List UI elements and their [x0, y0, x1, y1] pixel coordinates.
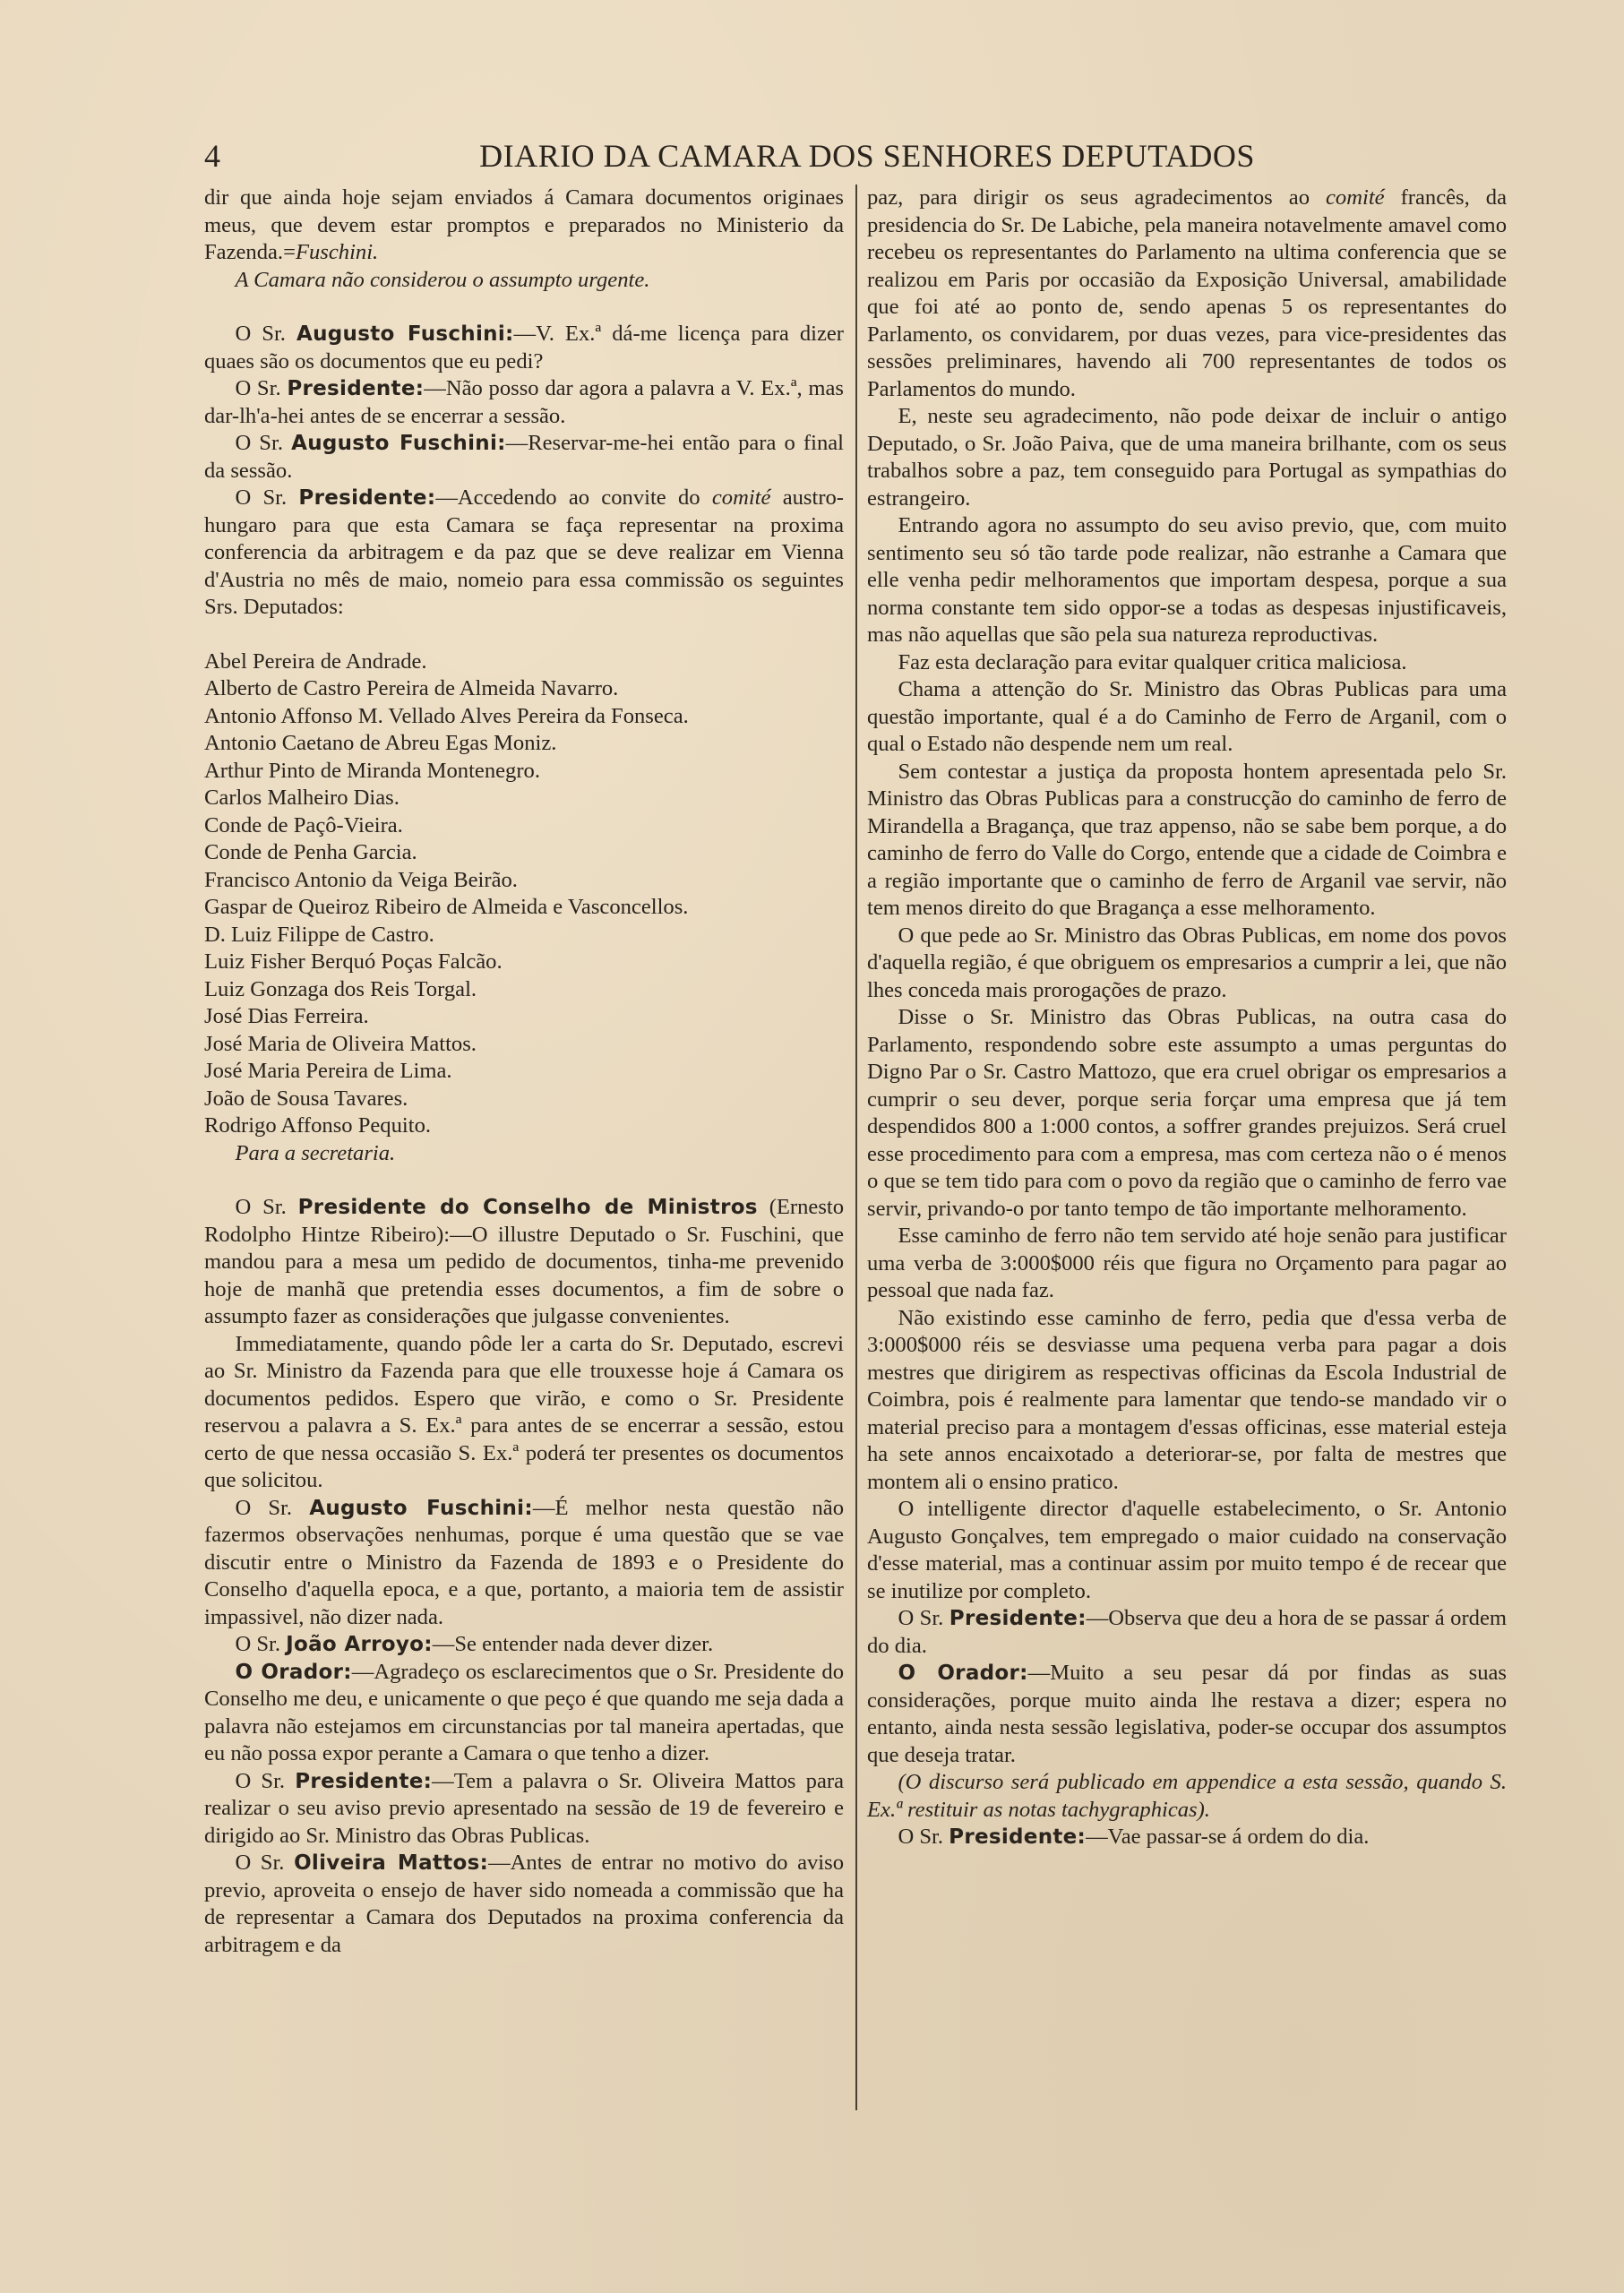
- speaker-prefix: O Sr.: [235, 485, 299, 510]
- secretaria-note: Para a secretaria.: [235, 1140, 396, 1165]
- speaker-prefix: O Sr.: [235, 1495, 310, 1520]
- list-item: Gaspar de Queiroz Ribeiro de Almeida e Vasconcellos.: [204, 895, 689, 919]
- speaker-prefix: O Sr.: [235, 1768, 296, 1793]
- speech-paragraph: [867, 1660, 1507, 1769]
- paragraph: [204, 185, 844, 267]
- speaker-name: João Arroyo:: [286, 1633, 433, 1656]
- list-item: D. Luiz Filippe de Castro.: [204, 922, 434, 947]
- paragraph: Chama a attenção do Sr. Ministro das Obras Publicas para uma questão importante, qual é a do Caminho de Ferro de Arganil, com o qual o Estado não despende nem um real.: [867, 677, 1507, 756]
- speech-text: (Ernesto Rodolpho Hintze Ribeiro):—O illustre Deputado o Sr. Fuschini, que mandou para a mesa um pedido de documentos, tinha-me prevenido hoje de manhã que pretendia esses documentos, a fim de sobre o assumpto fazer as considerações que julgasse convenientes.: [204, 1195, 845, 1328]
- list-item: Alberto de Castro Pereira de Almeida Navarro.: [204, 676, 619, 700]
- paragraph: Não existindo esse caminho de ferro, pedia que d'essa verba de 3:000$000 réis se desviasse uma pequena verba para pagar a dois mestres que dirigirem as respectivas officinas da Escola Industrial de Coimbra, pois é realmente para lamentar que tendo-se mandado vir o material preciso para a montagem d'essas officinas, esse material esteja ha sete annos encaixotado a deteriorar-se, por falta de mestres que montem ali o ensino pratico.: [867, 1305, 1507, 1494]
- column-divider: [855, 185, 857, 2110]
- paragraph: Entrando agora no assumpto do seu aviso previo, que, com muito sentimento seu só tão tarde pode realizar, não estranhe a Camara que elle venha pedir melhoramentos que importam despesa, porque a sua norma constante tem sido oppor-se a todas as despesas injustificaveis, mas não aquellas que são pela sua natureza reproductivas.: [867, 513, 1507, 647]
- speaker-name: Oliveira Mattos:: [294, 1851, 489, 1875]
- speaker-name: Presidente:: [287, 377, 425, 400]
- paragraph: Sem contestar a justiça da proposta hontem apresentada pelo Sr. Ministro das Obras Publicas para a construcção do caminho de ferro de Mirandella a Bragança, que traz appenso, não se sabe bem porque, a do caminho de ferro do Valle do Corgo, entende que a cidade de Coimbra e a região importante que o caminho de ferro de Arganil vae servir, não tem menos direito do que Bragança a esse melhoramento.: [867, 759, 1507, 920]
- paragraph: Esse caminho de ferro não tem servido até hoje senão para justificar uma verba de 3:000$000 réis que figura no Orçamento para pagar ao pessoal que nada faz.: [867, 1224, 1507, 1302]
- list-item: José Maria Pereira de Lima.: [204, 1059, 452, 1083]
- list-item: Arthur Pinto de Miranda Montenegro.: [204, 758, 540, 783]
- spacer: [204, 294, 844, 321]
- italic-term: comité: [1326, 185, 1385, 210]
- speech-paragraph: [204, 1850, 844, 1959]
- list-item: Francisco Antonio da Veiga Beirão.: [204, 867, 518, 892]
- list-item: Rodrigo Affonso Pequito.: [204, 1113, 432, 1138]
- speech-paragraph: [204, 1495, 844, 1632]
- running-title: DIARIO DA CAMARA DOS SENHORES DEPUTADOS: [479, 138, 1255, 174]
- speaker-prefix: O Sr.: [235, 1851, 295, 1875]
- list-item: João de Sousa Tavares.: [204, 1086, 408, 1111]
- page-header: [204, 134, 1530, 185]
- speech-paragraph: [867, 1824, 1507, 1851]
- speech-paragraph: [204, 321, 844, 375]
- speaker-name: Augusto Fuschini:: [291, 432, 506, 455]
- list-item: Conde de Penha Garcia.: [204, 840, 417, 864]
- spacer: [204, 1167, 844, 1194]
- speech-text: —Accedendo ao convite do: [435, 485, 712, 510]
- speech-paragraph: [204, 430, 844, 485]
- speech-text: austro-hungaro para que esta Camara se faça representar na proxima conferencia da arbitragem e da paz que se deve realizar em Vienna d'Austria no mês de maio, nomeio para essa commissão os seguintes Srs. Deputados:: [204, 485, 844, 619]
- paragraph: E, neste seu agradecimento, não pode deixar de incluir o antigo Deputado, o Sr. João Paiva, que de uma maneira brilhante, com os seus trabalhos sobre a paz, tem conseguido para Portugal as sympathias do estrangeiro.: [867, 404, 1507, 511]
- speech-text: —Não posso dar agora a palavra a V. Ex.ª, mas dar-lh'a-hei antes de se encerrar a sessão.: [204, 376, 845, 428]
- speaker-name: Augusto Fuschini:: [296, 322, 514, 346]
- speaker-name: O Orador:: [235, 1660, 352, 1684]
- speech-text: —Antes de entrar no motivo do aviso previo, aproveita o ensejo de haver sido nomeada a commissão que ha de representar a Camara dos Deputados na proxima conferencia da arbitragem e da: [204, 1851, 844, 1957]
- deputies-list: [204, 648, 844, 1140]
- speech-paragraph: [867, 1605, 1507, 1660]
- speech-paragraph: [204, 1768, 844, 1851]
- left-column: [204, 185, 844, 2245]
- speaker-name: Presidente:: [949, 1607, 1087, 1630]
- speaker-name: Presidente:: [949, 1825, 1087, 1849]
- italic-term: comité: [711, 485, 771, 510]
- speech-paragraph: [204, 1194, 844, 1331]
- speech-paragraph: [204, 1659, 844, 1768]
- speaker-name: Presidente:: [295, 1769, 433, 1793]
- speech-text: —Se entender nada dever dizer.: [432, 1632, 714, 1656]
- list-item: Carlos Malheiro Dias.: [204, 786, 400, 810]
- speech-text: —Observa que deu a hora de se passar á ordem do dia.: [867, 1606, 1507, 1658]
- speech-paragraph: [204, 375, 844, 430]
- speaker-prefix: O Sr.: [235, 1632, 287, 1656]
- speech-text: —Tem a palavra o Sr. Oliveira Mattos para realizar o seu aviso previo apresentado na sessão de 19 de fevereiro e dirigido ao Sr. Ministro das Obras Publicas.: [204, 1768, 844, 1848]
- speaker-prefix: O Sr.: [898, 1825, 949, 1849]
- paragraph: Faz esta declaração para evitar qualquer critica maliciosa.: [898, 649, 1407, 674]
- speech-paragraph: [204, 1631, 844, 1659]
- paragraph: [867, 185, 1507, 403]
- speaker-prefix: O Sr.: [235, 322, 296, 346]
- list-item: Abel Pereira de Andrade.: [204, 648, 427, 674]
- speech-text: —É melhor nesta questão não fazermos observações nenhumas, porque é uma questão que se vae discutir entre o Ministro da Fazenda de 1893 e o Presidente do Conselho d'aquella epoca, e a que, portanto, a maioria tem de assistir impassivel, não dizer nada.: [204, 1495, 845, 1629]
- speech-paragraph: [204, 485, 844, 622]
- paragraph: Immediatamente, quando pôde ler a carta do Sr. Deputado, escrevi ao Sr. Ministro da Fazenda para que elle trouxesse hoje á Camara os documentos pedidos. Espero que virão, e como o Sr. Presidente reservou a palavra a S. Ex.ª para antes de se encerrar a sessão, estou certo de que nessa occasião S. Ex.ª poderá ter presentes os documentos que solicitou.: [204, 1331, 844, 1492]
- signature: Fuschini.: [295, 240, 379, 264]
- list-item: Antonio Caetano de Abreu Egas Moniz.: [204, 731, 557, 755]
- speaker-name: Augusto Fuschini:: [309, 1496, 533, 1520]
- speaker-prefix: O Sr.: [235, 376, 288, 400]
- list-item: Antonio Affonso M. Vellado Alves Pereira da Fonseca.: [204, 703, 689, 728]
- speech-text: —Muito a seu pesar dá por findas as suas considerações, porque muito ainda lhe restava a dizer; espera no entanto, ainda nesta sessão legislativa, poder-se occupar dos assumptos que deseja tratar.: [867, 1661, 1507, 1767]
- paragraph-text: francês, da presidencia do Sr. De Labiche, pela maneira notavelmente amavel como recebeu os representantes do Parlamento na ultima conferencia que se realizou em Paris por occasião da Exposição Universal, amabilidade que foi até ao ponto de, sendo apenas 5 os representantes do Parlamento, os convidarem, por duas vezes, para vice-presidentes das sessões preliminares, havendo ali 700 representantes de todos os Parlamentos do mundo.: [867, 185, 1507, 401]
- speaker-name: Presidente do Conselho de Ministros: [297, 1196, 758, 1219]
- speech-text: —Reservar-me-hei então para o final da sessão.: [204, 431, 844, 483]
- speech-text: —Vae passar-se á ordem do dia.: [1086, 1825, 1370, 1849]
- speaker-prefix: O Sr.: [898, 1606, 949, 1630]
- speaker-prefix: O Sr.: [235, 1195, 298, 1219]
- paragraph: O que pede ao Sr. Ministro das Obras Publicas, em nome dos povos d'aquella região, é que obriguem os empresarios a cumprir a lei, que não lhes conceda mais prorogações de prazo.: [867, 923, 1507, 1002]
- paragraph-text: paz, para dirigir os seus agradecimentos ao: [867, 185, 1327, 210]
- speaker-name: Presidente:: [298, 486, 436, 510]
- page-number: 4: [204, 138, 220, 174]
- list-item: Conde de Paçô-Vieira.: [204, 812, 403, 837]
- speaker-prefix: O Sr.: [235, 431, 292, 455]
- speaker-name: O Orador:: [898, 1662, 1028, 1685]
- list-item: Luiz Fisher Berquó Poças Falcão.: [204, 949, 503, 974]
- paragraph: Disse o Sr. Ministro das Obras Publicas, na outra casa do Parlamento, respondendo sobre este assumpto a umas perguntas do Digno Par o Sr. Castro Mattozo, que era cruel obrigar os empresarios a cumprir o seu dever, porque seria forçar uma empresa que já tem despendidos 800 a 1:000 contos, a soffrer grandes prejuizos. Será cruel esse procedimento para com a empresa, mas com certeza não o é menos o que se tem tido para com o povo da região que o caminho de ferro vae servir, privando-o por tanto tempo de tão importante melhoramento.: [867, 1005, 1507, 1221]
- spacer: [204, 622, 844, 648]
- right-column: [867, 185, 1507, 2245]
- paragraph-text: dir que ainda hoje sejam enviados á Camara documentos originaes meus, que devem estar promptos e preparados no Ministerio da Fazenda.=: [204, 185, 844, 264]
- speech-text: —V. Ex.ª dá-me licença para dizer quaes são os documentos que eu pedi?: [204, 322, 844, 374]
- paragraph: O intelligente director d'aquelle estabelecimento, o Sr. Antonio Augusto Gonçalves, tem empregado o maior cuidado na conservação d'esse material, mas a continuar assim por muito tempo é de recear que se inutilize por completo.: [867, 1497, 1507, 1603]
- speech-text: —Agradeço os esclarecimentos que o Sr. Presidente do Conselho me deu, e unicamente o que peço é que quando me seja dada a palavra não estejamos em circunstancias por tal maneira apertadas, que eu não possa expor perante a Camara o que tenho a dizer.: [204, 1659, 844, 1765]
- editorial-note: (O discurso será publicado em appendice a esta sessão, quando S. Ex.ª restituir as notas tachygraphicas).: [867, 1770, 1507, 1822]
- list-item: Luiz Gonzaga dos Reis Torgal.: [204, 976, 477, 1001]
- list-item: José Maria de Oliveira Mattos.: [204, 1031, 477, 1056]
- list-item: José Dias Ferreira.: [204, 1004, 369, 1028]
- resolution-note: A Camara não considerou o assumpto urgente.: [235, 267, 650, 292]
